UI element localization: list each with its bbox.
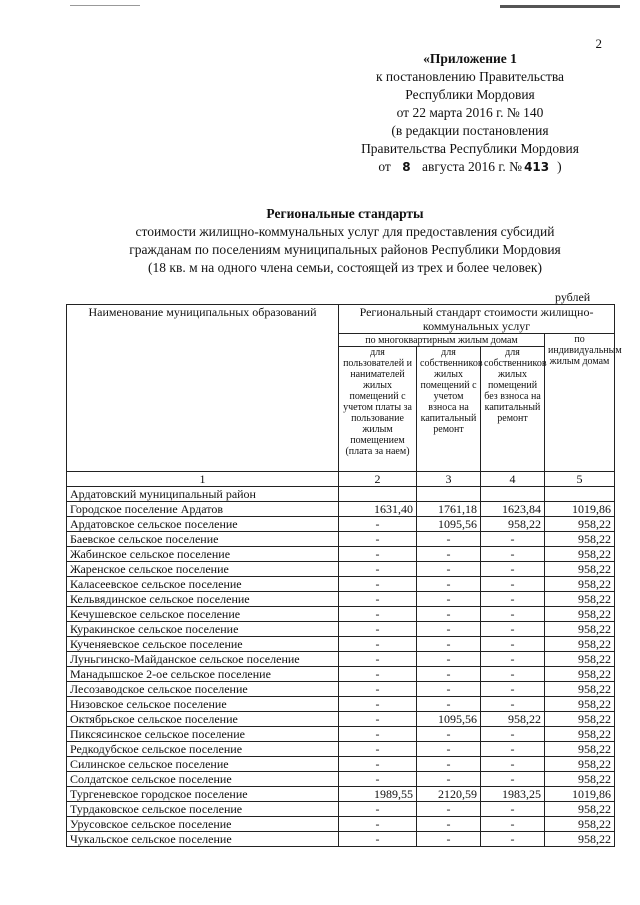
settlement-name: Куракинское сельское поселение: [67, 622, 339, 637]
value-individual: 958,22: [545, 652, 615, 667]
settlement-name: Октябрьское сельское поселение: [67, 712, 339, 727]
heading-line: стоимости жилищно-коммунальных услуг для предоставления субсидий: [135, 224, 555, 239]
currency-unit: рублей: [555, 290, 591, 304]
value-tenants: -: [339, 772, 417, 787]
table-row: [67, 517, 615, 532]
standards-table: [66, 304, 622, 847]
table-row: [67, 802, 615, 817]
value-owners-with-fee: -: [417, 667, 481, 682]
value-individual: 958,22: [545, 667, 615, 682]
value-individual: 1019,86: [545, 787, 615, 802]
value-individual: 958,22: [545, 802, 615, 817]
value-owners-without-fee: -: [481, 697, 545, 712]
table-row: [67, 757, 615, 772]
value-owners-with-fee: -: [417, 547, 481, 562]
column-number: 2: [339, 472, 417, 487]
column-number: 3: [417, 472, 481, 487]
district-row: [67, 487, 615, 502]
value-individual: 958,22: [545, 547, 615, 562]
table-row: [67, 667, 615, 682]
value-individual: 958,22: [545, 622, 615, 637]
value-owners-with-fee: -: [417, 622, 481, 637]
value-tenants: -: [339, 652, 417, 667]
value-tenants: -: [339, 802, 417, 817]
value-owners-without-fee: -: [481, 532, 545, 547]
value-owners-with-fee: -: [417, 697, 481, 712]
value-individual: 958,22: [545, 712, 615, 727]
table-row: [67, 742, 615, 757]
value-owners-without-fee: -: [481, 682, 545, 697]
table-row: [67, 652, 615, 667]
annex-line: от 22 марта 2016 г. № 140: [396, 105, 544, 120]
value-individual: 958,22: [545, 637, 615, 652]
document-heading: [60, 205, 630, 277]
value-owners-without-fee: 1623,84: [481, 502, 545, 517]
value-owners-without-fee: -: [481, 637, 545, 652]
annex-line: (в редакции постановления: [391, 123, 549, 138]
value-owners-without-fee: -: [481, 592, 545, 607]
settlement-name: Редкодубское сельское поселение: [67, 742, 339, 757]
value-individual: 958,22: [545, 727, 615, 742]
annex-line: Республики Мордовия: [405, 87, 535, 102]
value-owners-with-fee: -: [417, 652, 481, 667]
value-tenants: -: [339, 697, 417, 712]
value-individual: 958,22: [545, 517, 615, 532]
value-owners-without-fee: -: [481, 817, 545, 832]
table-row: [67, 622, 615, 637]
value-owners-without-fee: -: [481, 742, 545, 757]
settlement-name: Низовское сельское поселение: [67, 697, 339, 712]
value-individual: 958,22: [545, 577, 615, 592]
value-owners-without-fee: -: [481, 757, 545, 772]
annex-date-line: [330, 158, 610, 176]
column-header-tenants: для пользователей и нанимателей жилых помещений с учетом платы за пользование жилым помещением (плата за наем): [339, 347, 417, 472]
table-row: [67, 502, 615, 517]
value-tenants: 1631,40: [339, 502, 417, 517]
annex-date-number: 413: [524, 160, 550, 174]
value-tenants: -: [339, 547, 417, 562]
district-name: Ардатовский муниципальный район: [67, 487, 339, 502]
table-row: [67, 817, 615, 832]
value-owners-with-fee: -: [417, 562, 481, 577]
value-owners-with-fee: -: [417, 607, 481, 622]
column-number: 4: [481, 472, 545, 487]
value-individual: 1019,86: [545, 502, 615, 517]
value-individual: 958,22: [545, 682, 615, 697]
table-row: [67, 727, 615, 742]
table-row: [67, 682, 615, 697]
annex-block: [330, 50, 610, 176]
table-row: [67, 637, 615, 652]
value-individual: 958,22: [545, 607, 615, 622]
heading-line: гражданам по поселениям муниципальных районов Республики Мордовия: [129, 242, 561, 257]
annex-date-middle: августа 2016 г. №: [421, 159, 523, 174]
value-owners-with-fee: -: [417, 532, 481, 547]
value-tenants: -: [339, 817, 417, 832]
value-owners-with-fee: 1761,18: [417, 502, 481, 517]
value-tenants: -: [339, 682, 417, 697]
column-header-owners-without-fee: для собственников жилых помещений без взноса на капитальный ремонт: [481, 347, 545, 472]
value-individual: 958,22: [545, 742, 615, 757]
table-row: [67, 787, 615, 802]
column-header-apartment: по многоквартирным жилым домам: [339, 334, 545, 347]
settlement-name: Манадышское 2-ое сельское поселение: [67, 667, 339, 682]
value-owners-with-fee: 1095,56: [417, 517, 481, 532]
value-owners-with-fee: -: [417, 682, 481, 697]
value-tenants: -: [339, 592, 417, 607]
settlement-name: Кельвядинское сельское поселение: [67, 592, 339, 607]
table-row: [67, 697, 615, 712]
settlement-name: Пиксясинское сельское поселение: [67, 727, 339, 742]
value-owners-without-fee: -: [481, 562, 545, 577]
settlement-name: Каласеевское сельское поселение: [67, 577, 339, 592]
table-row: [67, 532, 615, 547]
value-owners-without-fee: -: [481, 547, 545, 562]
value-owners-without-fee: 958,22: [481, 517, 545, 532]
value-tenants: -: [339, 517, 417, 532]
table-row: [67, 577, 615, 592]
value-owners-with-fee: -: [417, 817, 481, 832]
value-individual: 958,22: [545, 592, 615, 607]
value-owners-with-fee: -: [417, 727, 481, 742]
table-row: [67, 592, 615, 607]
value-tenants: -: [339, 757, 417, 772]
value-owners-with-fee: 2120,59: [417, 787, 481, 802]
settlement-name: Солдатское сельское поселение: [67, 772, 339, 787]
table-row: [67, 547, 615, 562]
column-header-standard: Региональный стандарт стоимости жилищно-коммунальных услуг: [339, 305, 615, 334]
value-tenants: -: [339, 832, 417, 847]
value-tenants: -: [339, 562, 417, 577]
value-owners-without-fee: -: [481, 652, 545, 667]
value-owners-with-fee: 1095,56: [417, 712, 481, 727]
settlement-name: Чукальское сельское поселение: [67, 832, 339, 847]
value-tenants: -: [339, 742, 417, 757]
value-tenants: -: [339, 622, 417, 637]
settlement-name: Луньгинско-Майданское сельское поселение: [67, 652, 339, 667]
value-owners-with-fee: -: [417, 742, 481, 757]
value-tenants: -: [339, 712, 417, 727]
value-individual: 958,22: [545, 532, 615, 547]
settlement-name: Кечушевское сельское поселение: [67, 607, 339, 622]
value-owners-with-fee: -: [417, 802, 481, 817]
settlement-name: Лесозаводское сельское поселение: [67, 682, 339, 697]
table-row: [67, 772, 615, 787]
value-owners-without-fee: -: [481, 802, 545, 817]
value-owners-with-fee: -: [417, 592, 481, 607]
annex-line: к постановлению Правительства: [375, 69, 565, 84]
table-row: [67, 712, 615, 727]
value-owners-with-fee: -: [417, 772, 481, 787]
value-owners-without-fee: -: [481, 832, 545, 847]
value-owners-with-fee: -: [417, 832, 481, 847]
value-owners-without-fee: 958,22: [481, 712, 545, 727]
value-tenants: -: [339, 607, 417, 622]
settlement-name: Тургеневское городское поселение: [67, 787, 339, 802]
value-owners-with-fee: -: [417, 757, 481, 772]
page-number: 2: [595, 36, 602, 51]
value-owners-without-fee: -: [481, 577, 545, 592]
value-tenants: -: [339, 577, 417, 592]
settlement-name: Городское поселение Ардатов: [67, 502, 339, 517]
table-row: [67, 607, 615, 622]
settlement-name: Ардатовское сельское поселение: [67, 517, 339, 532]
value-owners-without-fee: -: [481, 727, 545, 742]
settlement-name: Кученяевское сельское поселение: [67, 637, 339, 652]
value-tenants: -: [339, 532, 417, 547]
value-individual: 958,22: [545, 697, 615, 712]
annex-title: «Приложение 1: [423, 51, 517, 66]
value-owners-without-fee: 1983,25: [481, 787, 545, 802]
scan-mark-left: [70, 5, 140, 6]
value-tenants: -: [339, 637, 417, 652]
annex-line: Правительства Республики Мордовия: [361, 141, 579, 156]
settlement-name: Баевское сельское поселение: [67, 532, 339, 547]
settlement-name: Жаренское сельское поселение: [67, 562, 339, 577]
settlement-name: Турдаковское сельское поселение: [67, 802, 339, 817]
scan-mark-right: [500, 5, 620, 8]
value-tenants: -: [339, 727, 417, 742]
table-row: [67, 562, 615, 577]
column-header-individual: по индивидуальным жилым домам: [545, 334, 615, 472]
annex-date-prefix: от: [378, 159, 391, 174]
value-owners-without-fee: -: [481, 607, 545, 622]
annex-date-suffix: ): [557, 159, 562, 174]
table-row: [67, 832, 615, 847]
value-tenants: 1989,55: [339, 787, 417, 802]
settlement-name: Жабинское сельское поселение: [67, 547, 339, 562]
value-owners-with-fee: -: [417, 577, 481, 592]
column-header-name: Наименование муниципальных образований: [67, 305, 339, 472]
value-individual: 958,22: [545, 817, 615, 832]
value-owners-without-fee: -: [481, 667, 545, 682]
value-individual: 958,22: [545, 772, 615, 787]
column-number: 5: [545, 472, 615, 487]
value-individual: 958,22: [545, 832, 615, 847]
heading-title: Региональные стандарты: [266, 206, 424, 221]
value-owners-without-fee: -: [481, 772, 545, 787]
settlement-name: Урусовское сельское поселение: [67, 817, 339, 832]
value-individual: 958,22: [545, 757, 615, 772]
value-tenants: -: [339, 667, 417, 682]
heading-line: (18 кв. м на одного члена семьи, состоящей из трех и более человек): [148, 260, 542, 275]
value-owners-without-fee: -: [481, 622, 545, 637]
column-number: 1: [67, 472, 339, 487]
annex-date-day: 8: [402, 160, 411, 174]
value-owners-with-fee: -: [417, 637, 481, 652]
value-individual: 958,22: [545, 562, 615, 577]
column-header-owners-with-fee: для собственников жилых помещений с учетом взноса на капитальный ремонт: [417, 347, 481, 472]
settlement-name: Силинское сельское поселение: [67, 757, 339, 772]
